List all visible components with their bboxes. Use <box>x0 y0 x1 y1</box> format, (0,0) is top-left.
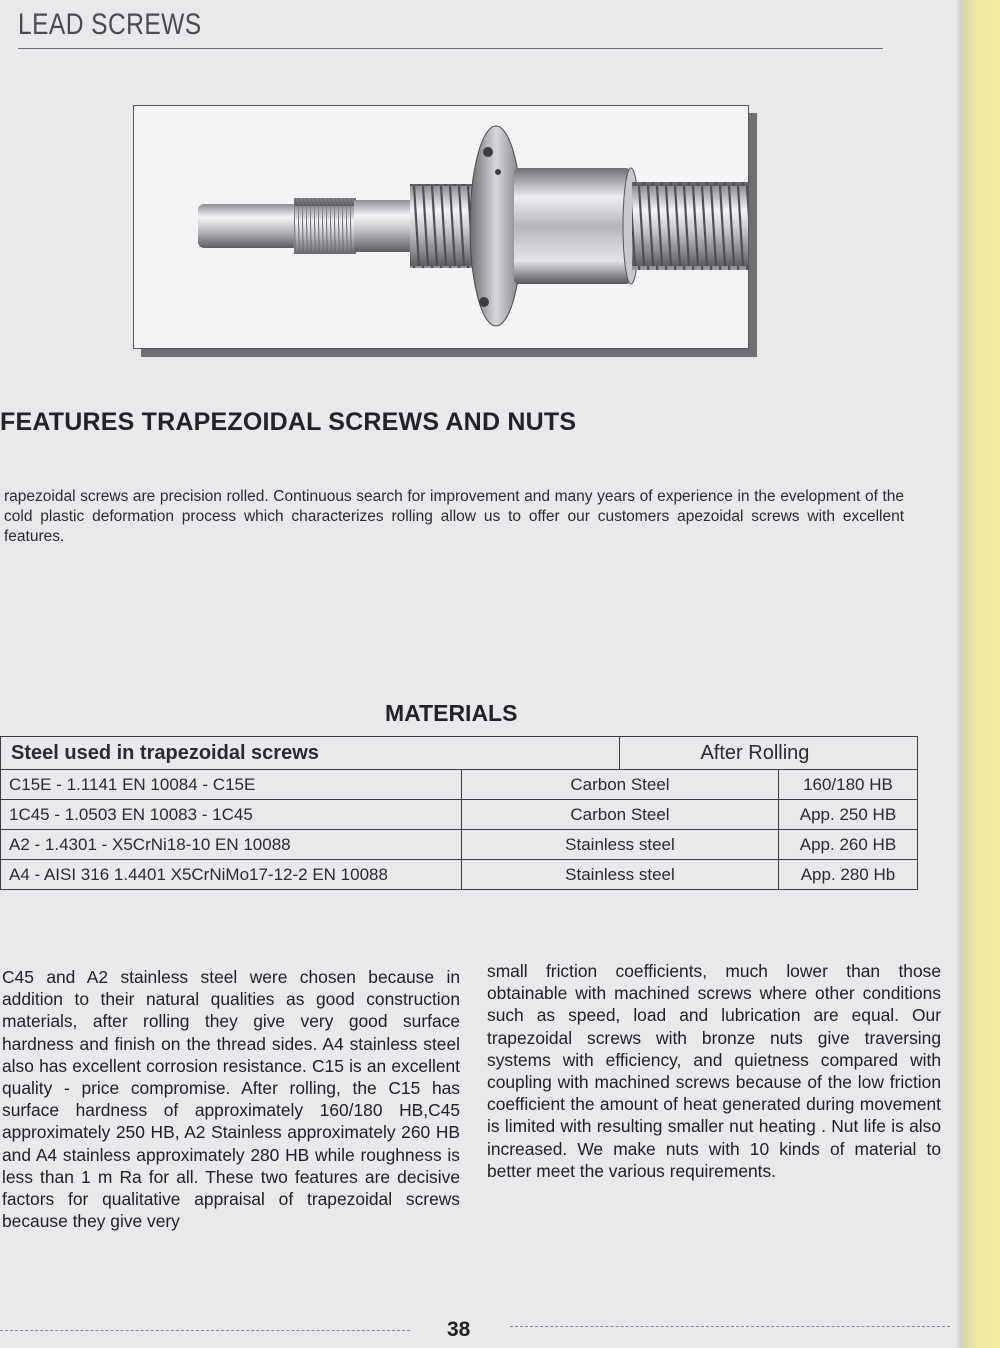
steel-type-cell: Stainless steel <box>462 860 779 890</box>
hardness-cell: 160/180 HB <box>778 770 917 800</box>
features-intro-paragraph: rapezoidal screws are precision rolled. Continuous search for improvement and many years of experience in the evelopment of the cold plastic deformation process which characterizes rolling allow us to offer our customers apezoidal screws with excellent features. <box>4 488 904 545</box>
body-column-right <box>487 960 941 1182</box>
steel-type-cell: Stainless steel <box>462 830 779 860</box>
features-heading: FEATURES TRAPEZOIDAL SCREWS AND NUTS <box>0 408 577 436</box>
lead-screw-illustration <box>134 106 748 348</box>
footer-rule-left <box>0 1330 410 1331</box>
steel-grade-cell: A2 - 1.4301 - X5CrNi18-10 EN 10088 <box>1 830 462 860</box>
hardness-cell: App. 250 HB <box>778 800 917 830</box>
table-row <box>1 770 918 800</box>
header-rule <box>18 48 883 49</box>
header-steel: Steel used in trapezoidal screws <box>1 737 620 770</box>
page-edge-shadow <box>956 0 962 1348</box>
steel-type-cell: Carbon Steel <box>462 770 779 800</box>
hardness-cell: App. 260 HB <box>778 830 917 860</box>
header-after-rolling: After Rolling <box>620 737 918 770</box>
table-row <box>1 800 918 830</box>
steel-grade-cell: C15E - 1.1141 EN 10084 - C15E <box>1 770 462 800</box>
materials-table-header-row <box>1 737 918 770</box>
materials-table <box>0 736 918 890</box>
body-column-left <box>2 966 460 1232</box>
body-right-text: small friction coefficients, much lower than those obtainable with machined screws where other conditions such as speed, load and lubrication are equal. Our trapezoidal screws with bronze nuts give traversing systems with efficiency, and quietness compared with coupling with machined screws because of the low friction coefficient the amount of heat generated during movement is limited with resulting smaller nut heating . Nut life is also increased. We make nuts with 10 kinds of material to better meet the various requirements. <box>487 961 941 1181</box>
table-row <box>1 860 918 890</box>
steel-type-cell: Carbon Steel <box>462 800 779 830</box>
body-left-text: C45 and A2 stainless steel were chosen because in addition to their natural qualities as good construction materials, after rolling they give very good surface hardness and finish on the thread sides. A4 stainless steel also has excellent corrosion resistance. C15 is an excellent quality - price compromise. After rolling, the C15 has surface hardness of approximately 160/180 HB,C45 approximately 250 HB, A2 Stainless approximately 260 HB and A4 stainless approximately 280 HB while roughness is less than 1 m Ra for all. These two features are decisive factors for qualitative appraisal of trapezoidal screws because they give very <box>2 967 460 1232</box>
hardness-cell: App. 280 Hb <box>778 860 917 890</box>
footer-rule-right <box>510 1326 950 1327</box>
table-row <box>1 830 918 860</box>
page-number: 38 <box>447 1318 471 1341</box>
steel-grade-cell: A4 - AISI 316 1.4401 X5CrNiMo17-12-2 EN 10088 <box>1 860 462 890</box>
lead-screw-photo <box>133 105 749 349</box>
page-edge <box>962 0 1000 1348</box>
materials-heading: MATERIALS <box>385 700 518 726</box>
steel-grade-cell: 1C45 - 1.0503 EN 10083 - 1C45 <box>1 800 462 830</box>
section-title: LEAD SCREWS <box>18 8 202 41</box>
